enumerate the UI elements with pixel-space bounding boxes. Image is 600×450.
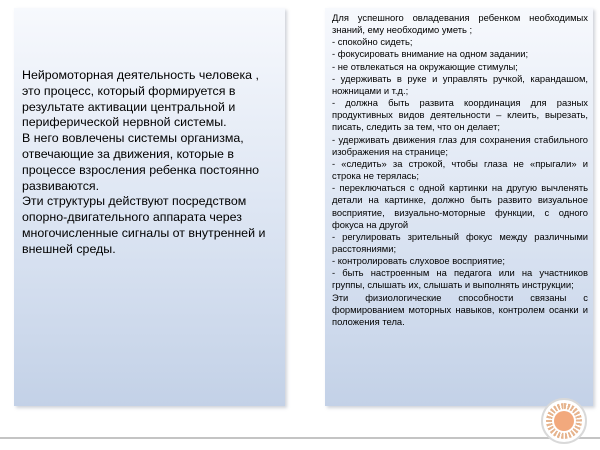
- skill-item: - удерживать движения глаз для сохранения стабильного изображения на странице;: [332, 133, 588, 157]
- skill-item: - регулировать зрительный фокус между различными расстояниями;: [332, 230, 588, 254]
- decorative-circle-ornament-icon: [541, 398, 587, 444]
- right-panel-text: [332, 12, 588, 328]
- right-panel-intro: Для успешного овладевания ребенком необходимых знаний, ему необходимо уметь ;: [332, 12, 588, 36]
- skill-item: - переключаться с одной картинки на другую вычленять детали на картинке, должно быть развито визуальное восприятие, визуально-моторные функции, с одного фокуса на другой: [332, 182, 588, 230]
- left-text-panel: [14, 8, 285, 406]
- skill-item: - не отвлекаться на окружающие стимулы;: [332, 60, 518, 72]
- bottom-divider: [0, 437, 600, 439]
- skill-item: - фокусировать внимание на одном задании;: [332, 48, 529, 60]
- right-panel-closing: Эти физиологические способности связаны с формированием моторных навыков, контролем осанки и положения тела.: [332, 291, 588, 327]
- skill-item: - быть настроенным на педагога или на участников группы, слышать их, слышать и выполнять инструкции;: [332, 267, 588, 291]
- skill-item: - должна быть развита координация для разных продуктивных видов деятельности – клеить, вырезать, писать, следить за тем, что он делает;: [332, 97, 588, 133]
- ornament-ring-icon: [546, 403, 582, 439]
- ornament-core-icon: [554, 411, 574, 431]
- skill-item: - спокойно сидеть;: [332, 36, 413, 48]
- left-panel-text: Нейромоторная деятельность человека , это процесс, который формируется в результате активации центральной и периферической нервной системы. В него вовлечены системы организма, отвечающие за движения, которые в процессе взросления ребенка постоянно развиваются. Эти структуры действуют посредством опорно-двигательного аппарата через многочисленные сигналы от внутренней и внешней среды.: [22, 68, 266, 256]
- skill-item: - контролировать слуховое восприятие;: [332, 255, 505, 267]
- skill-item: - «следить» за строкой, чтобы глаза не «прыгали» и строка не терялась;: [332, 157, 588, 182]
- skill-item: - удерживать в руке и управлять ручкой, карандашом, ножницами и т.д.;: [332, 72, 588, 96]
- right-text-panel: [325, 8, 593, 406]
